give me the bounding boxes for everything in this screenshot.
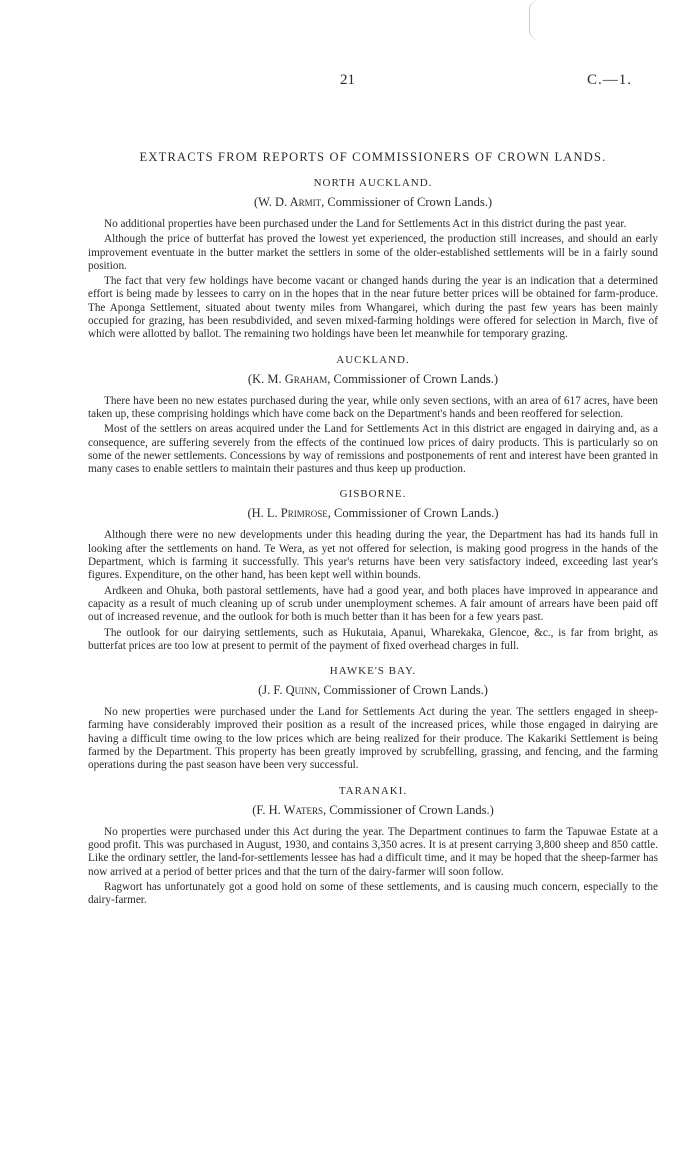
commissioner-line <box>88 683 658 698</box>
paragraph: There have been no new estates purchased during the year, while only seven sections, with an area of 617 acres, have been taken up, these comprising holdings which have come back on the Department's hands and been reoffered for selection. <box>88 394 658 420</box>
page-number: 21 <box>340 72 355 88</box>
paragraph: No additional properties have been purchased under the Land for Settlements Act in this district during the past year. <box>104 218 627 230</box>
district-heading: HAWKE'S BAY. <box>329 665 417 678</box>
paragraph: Most of the settlers on areas acquired under the Land for Settlements Act in this district are engaged in dairying and, as a consequence, are suffering severely from the effects of the continued low prices of dairy products. This is particularly so on some of the newer settlements. Concessions by way of remissions and postponements of rent and interest have been granted in many cases to enable settlers to maintain their pastures and thus keep up production. <box>88 423 658 476</box>
commissioner-title: , Commissioner of Crown Lands.) <box>327 371 499 386</box>
commissioner-line <box>88 372 658 387</box>
district-heading: TARANAKI. <box>338 784 408 797</box>
section-auckland <box>88 354 658 477</box>
open-paren: ( <box>253 195 259 209</box>
paragraph: No new properties were purchased under the Land for Settlements Act during the year. The settlers engaged in sheep-farming have considerably improved their position as a result of the increased prices, while those engaged in dairying are having a difficult time owing to the low prices which are being realized for their produce. The Kakariki Settlement is being farmed by the Department. This property has been greatly improved by scrubfelling, grassing, and fencing, and the farming operations during the past season have been very successful. <box>88 706 658 772</box>
commissioner-line <box>88 195 658 210</box>
commissioner-title: , Commissioner of Crown Lands.) <box>322 802 494 817</box>
scan-margin-mark <box>529 0 542 40</box>
paragraph: Although the price of butterfat has proved the lowest yet experienced, the production still increases, and should an early improvement eventuate in the butter market the settlers in some of the older-established settlements will be in a fairly sound position. <box>88 233 658 272</box>
paragraph: Ragwort has unfortunately got a good hold on some of these settlements, and is causing much concern, especially to the dairy-farmer. <box>88 880 658 907</box>
district-heading: GISBORNE. <box>339 488 407 501</box>
section-hawkes-bay <box>88 665 658 772</box>
commissioner-line <box>88 803 658 818</box>
paragraph: The fact that very few holdings have become vacant or changed hands during the year is an indication that a determined effort is being made by lessees to carry on in the hopes that in the near future better prices will be obtained for farm-produce. The Aponga Settlement, situated about twenty miles from Whangarei, which during the past few years has been mainly occupied for grazing, has been resubdivided, and seven mixed-farming holdings were offered for selection in March, five of which were allotted by ballot. The remaining two holdings have been let meanwhile for temporary grazing. <box>88 275 658 341</box>
document-body <box>88 150 658 909</box>
commissioner-name: J. F. Quinn <box>262 683 318 698</box>
section-north-auckland <box>88 177 658 342</box>
commissioner-line <box>88 506 658 521</box>
paragraph: Ardkeen and Ohuka, both pastoral settlements, have had a good year, and both places have improved in appearance and capacity as a result of much cleaning up of scrub under unemployment schemes. A fair amount of arrears have been paid off out of increased revenue, and the outlook for both is much better than it has been for a few years past. <box>88 584 658 624</box>
page-header <box>0 72 700 92</box>
series-code: C.—1. <box>586 72 632 88</box>
document-title: EXTRACTS FROM REPORTS OF COMMISSIONERS OF CROWN LANDS. <box>139 150 607 164</box>
open-paren: ( <box>247 506 252 521</box>
commissioner-title: , Commissioner of Crown Lands.) <box>327 506 499 521</box>
section-gisborne <box>88 488 658 653</box>
commissioner-title: , Commissioner of Crown Lands.) <box>317 683 488 698</box>
district-heading: NORTH AUCKLAND. <box>313 177 433 189</box>
open-paren: ( <box>252 802 257 817</box>
commissioner-title: , Commissioner of Crown Lands.) <box>321 195 492 209</box>
commissioner-name: H. L. Primrose <box>251 506 328 521</box>
paragraph: No properties were purchased under this Act during the year. The Department continues to farm the Tapuwae Estate at a good profit. This was purchased in August, 1930, and contains 3,350 acres. It is at present carrying 3,800 sheep and 850 cattle. Like the ordinary settler, the land-for-settlements lessee has had a difficult time, and it may be hoped that the sheep-farmer has now arrived at a period of better prices and that the turn of the dairy-farmer will soon follow. <box>88 825 658 878</box>
paragraph: The outlook for our dairying settlements, such as Hukutaia, Apanui, Wharekaka, Glencoe, &c., is far from bright, as butterfat prices are too low at present to permit of the payment of fixed overhead charges in full. <box>88 626 658 652</box>
open-paren: ( <box>247 371 253 386</box>
commissioner-name: K. M. Graham <box>252 371 328 386</box>
commissioner-name: W. D. Armit <box>258 195 322 209</box>
open-paren: ( <box>258 683 263 698</box>
district-heading: AUCKLAND. <box>336 353 410 366</box>
commissioner-name: F. H. Waters <box>256 802 323 817</box>
paragraph: Although there were no new developments under this heading during the year, the Department has had its hands full in looking after the settlements on hand. Te Wera, as yet not offered for selection, is making good progress in the hands of the Department, which is farming it successfully. This year's returns have been very satisfactory indeed, exceeding last year's figures. Expenditure, on the other hand, has been kept well within bounds. <box>88 529 658 582</box>
section-taranaki <box>88 785 658 908</box>
